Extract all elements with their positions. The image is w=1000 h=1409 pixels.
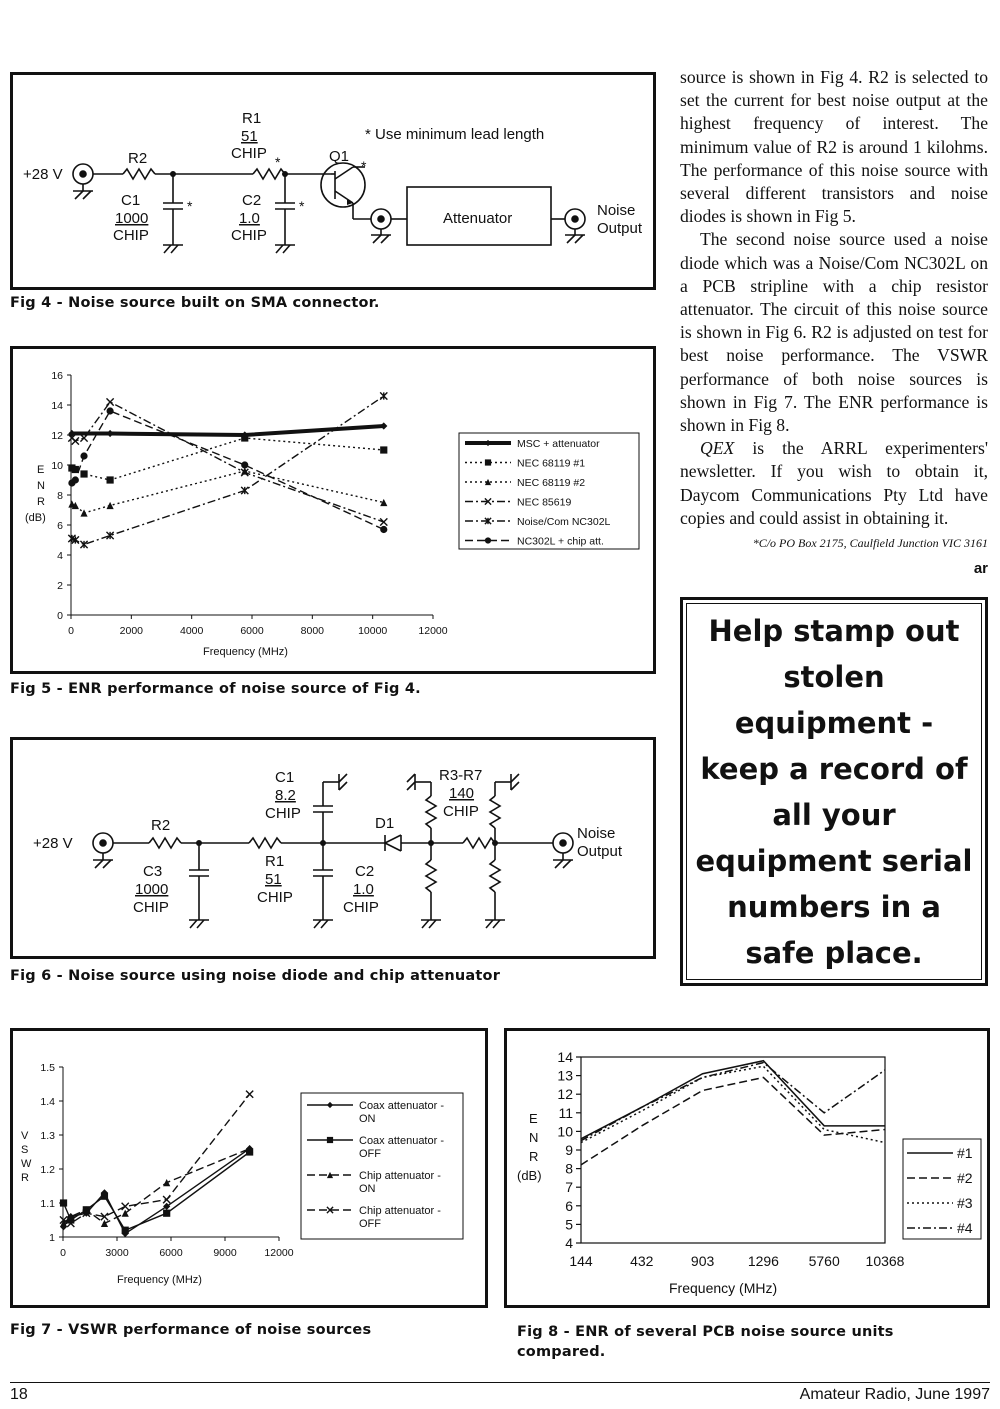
fig6-c3-type: CHIP	[133, 899, 169, 916]
fig8-y-tick-label: 5	[565, 1216, 573, 1233]
fig7-x-tick-label: 6000	[159, 1247, 183, 1259]
fig4-c2-star: *	[299, 198, 305, 214]
fig6-r1-label: R1	[265, 853, 285, 870]
fig5-data-point	[380, 422, 387, 429]
fig5-legend-label: NEC 85619	[517, 496, 572, 509]
fig7-legend-label: Coax attenuator -	[359, 1100, 444, 1112]
fig7-y-tick-label: 1.4	[40, 1096, 55, 1108]
fig5-data-point	[380, 518, 387, 525]
fig5-y-tick-label: 2	[57, 580, 63, 592]
fig8-x-tick-label: 903	[690, 1253, 715, 1269]
fig7-chart	[13, 1031, 485, 1305]
fig8-y-tick-label: 4	[565, 1235, 573, 1251]
fig5-ylabel-n: N	[37, 480, 45, 492]
fig8-x-tick-label: 144	[569, 1253, 593, 1269]
fig5-legend-marker	[485, 537, 491, 543]
fig8-y-tick-label: 10	[557, 1123, 573, 1140]
fig5-x-tick-label: 4000	[179, 625, 204, 637]
fig4-r1-star: *	[275, 154, 281, 170]
fig6-d1-label: D1	[375, 815, 395, 832]
fig7-y-tick-label: 1.1	[40, 1198, 55, 1210]
fig7-legend-label: Coax attenuator -	[359, 1135, 444, 1147]
fig7-legend-label: ON	[359, 1113, 376, 1125]
fig5-legend-label: Noise/Com NC302L	[517, 516, 611, 528]
fig6-c2-type: CHIP	[343, 899, 379, 916]
fig7-caption: Fig 7 - VSWR performance of noise sources	[10, 1322, 372, 1338]
fig5-y-tick-label: 16	[51, 370, 63, 382]
fig5-data-point	[106, 398, 113, 405]
fig8-frame	[504, 1028, 990, 1308]
fig8-ylabel-r: R	[529, 1149, 539, 1164]
publication-name: Amateur Radio, June 1997	[799, 1386, 990, 1403]
fig7-ylabel-w: W	[21, 1158, 32, 1170]
fig5-ylabel-r: R	[37, 496, 45, 508]
fig6-r1-value: 51	[265, 871, 282, 888]
fig8-y-tick-label: 9	[565, 1142, 573, 1158]
fig8-ylabel-db: (dB)	[517, 1168, 542, 1183]
fig6-r3r7-label: R3-R7	[439, 767, 483, 784]
fig4-frame	[10, 72, 656, 290]
fig8-y-tick-label: 13	[557, 1067, 573, 1084]
fig8-caption: Fig 8 - ENR of several PCB noise source units compared.	[517, 1324, 894, 1360]
fig7-data-point	[60, 1199, 67, 1206]
notice-text: Help stamp out stolen equipment - keep a record of all your equipment serial numbers in a safe place.	[686, 603, 982, 980]
fig8-y-tick-label: 6	[565, 1197, 573, 1214]
fig4-r1-label: R1	[242, 110, 262, 127]
fig5-series-line	[72, 438, 384, 480]
fig8-y-tick-label: 11	[558, 1104, 573, 1121]
fig8-legend-label: #2	[957, 1170, 973, 1186]
fig7-ylabel-r: R	[21, 1172, 29, 1184]
article-paragraph-2: The second noise source used a noise diode which was a Noise/Com NC302L on a PCB stripline with a chip resistor attenuator. The circuit of this noise source is shown in Fig 6. R2 is adjusted on test for best noise performance. The VSWR performance of both noise sources is shown in Fig 7. The ENR performance is shown in Fig 8.	[680, 229, 988, 436]
fig7-data-point	[101, 1220, 108, 1227]
fig7-x-tick-label: 9000	[213, 1247, 237, 1259]
fig5-y-tick-label: 6	[57, 520, 63, 532]
fig4-q1-star: *	[361, 158, 367, 174]
fig5-data-point	[241, 487, 248, 494]
fig8-legend-label: #3	[957, 1195, 973, 1211]
fig6-c3-value: 1000	[135, 881, 169, 898]
fig7-legend-label: Chip attenuator -	[359, 1205, 441, 1217]
fig8-y-tick-label: 14	[557, 1049, 573, 1065]
fig7-series-line	[64, 1094, 250, 1223]
article-paragraph-3-text: is the ARRL experimenters' newsletter. If you wish to obtain it, Daycom Communications Pty Ltd have copies and could assist in obtaining it.	[680, 438, 988, 528]
fig7-legend-label: Chip attenuator -	[359, 1170, 441, 1182]
fig7-x-tick-label: 3000	[105, 1247, 129, 1259]
fig7-x-tick-label: 0	[60, 1247, 66, 1259]
fig5-y-tick-label: 12	[51, 430, 63, 442]
article-paragraph-1: source is shown in Fig 4. R2 is selected to set the current for best noise output at the highest frequency of interest. The minimum value of R2 is around 1 kilohms. The performance of this noise source with several different transistors and noise diodes is shown in Fig 5.	[680, 67, 988, 227]
fig8-ylabel-n: N	[529, 1130, 539, 1145]
page-number: 18	[10, 1386, 28, 1403]
fig5-frame	[10, 346, 656, 674]
fig8-y-tick-label: 8	[565, 1160, 573, 1177]
fig8-series-line	[581, 1061, 885, 1139]
fig7-ylabel-v: V	[21, 1130, 29, 1142]
fig5-data-point	[106, 476, 113, 483]
fig5-data-point	[72, 476, 79, 483]
fig5-data-point	[106, 407, 113, 414]
fig7-data-point	[163, 1210, 170, 1217]
fig5-ylabel-db: (dB)	[25, 512, 46, 524]
fig4-c1-value: 1000	[115, 210, 149, 227]
fig8-plot-area	[581, 1057, 885, 1243]
fig5-data-point	[80, 452, 87, 459]
fig7-data-point	[122, 1203, 129, 1210]
fig8-ylabel-e: E	[529, 1111, 538, 1126]
fig5-data-point	[106, 502, 113, 509]
fig5-x-tick-label: 6000	[240, 625, 264, 637]
fig7-data-point	[101, 1193, 108, 1200]
fig5-y-tick-label: 4	[57, 550, 63, 562]
fig7-legend-label: OFF	[359, 1148, 381, 1160]
end-mark: ar	[973, 560, 988, 578]
fig5-data-point	[380, 526, 387, 533]
fig7-x-tick-label: 12000	[264, 1247, 294, 1259]
fig8-x-tick-label: 432	[630, 1253, 654, 1269]
fig8-x-tick-label: 10368	[865, 1253, 905, 1269]
fig5-data-point	[80, 470, 87, 477]
footer-rule	[10, 1382, 990, 1383]
fig6-r1-type: CHIP	[257, 889, 293, 906]
fig7-y-tick-label: 1.3	[40, 1130, 55, 1142]
fig5-data-point	[380, 392, 387, 399]
fig8-y-tick-label: 12	[557, 1086, 573, 1103]
fig6-frame	[10, 737, 656, 959]
fig7-frame	[10, 1028, 488, 1308]
fig7-y-tick-label: 1	[49, 1232, 55, 1244]
fig6-r3r7-type: CHIP	[443, 803, 479, 820]
fig8-series-line	[581, 1077, 885, 1164]
fig6-c1-value: 8.2	[275, 787, 296, 804]
fig8-legend-label: #4	[957, 1220, 973, 1236]
fig5-legend-label: MSC + attenuator	[517, 438, 600, 450]
fig4-r1-type: CHIP	[231, 145, 267, 162]
fig6-c2-value: 1.0	[353, 881, 374, 898]
fig4-noise-label: Noise	[597, 202, 636, 219]
fig4-schematic	[13, 75, 653, 287]
fig5-y-tick-label: 0	[57, 610, 63, 622]
fig7-legend-label: OFF	[359, 1218, 381, 1230]
fig4-c1-star: *	[187, 198, 193, 214]
fig8-x-tick-label: 5760	[808, 1253, 840, 1269]
article-paragraph-3	[680, 437, 988, 530]
fig4-r1-value: 51	[241, 128, 258, 145]
fig4-r2-label: R2	[128, 150, 148, 167]
fig7-data-point	[122, 1227, 129, 1234]
fig8-legend-label: #1	[957, 1145, 973, 1161]
fig5-x-tick-label: 12000	[418, 625, 448, 637]
fig7-data-point	[163, 1196, 170, 1203]
fig5-data-point	[106, 430, 113, 437]
fig4-c2-type: CHIP	[231, 227, 267, 244]
fig4-c2-value: 1.0	[239, 210, 260, 227]
fig4-attenuator-label: Attenuator	[443, 210, 513, 227]
fig7-series-line	[64, 1152, 250, 1230]
fig7-legend-label: ON	[359, 1183, 376, 1195]
fig6-c1-type: CHIP	[265, 805, 301, 822]
fig6-r2-label: R2	[151, 817, 171, 834]
fig5-y-tick-label: 14	[51, 400, 63, 412]
notice-box	[680, 597, 988, 986]
fig5-series-line	[72, 396, 384, 545]
fig5-series-line	[72, 471, 384, 513]
fig7-series-line	[64, 1149, 250, 1224]
qex-title: QEX	[700, 438, 735, 459]
fig6-c2-label: C2	[355, 863, 375, 880]
fig5-legend-label: NEC 68119 #1	[517, 457, 586, 470]
fig5-legend-box	[459, 433, 639, 549]
article-column	[680, 66, 988, 580]
author-address: *C/o PO Box 2175, Caulfield Junction VIC 3161	[752, 536, 988, 551]
fig7-y-tick-label: 1.5	[40, 1062, 55, 1074]
fig5-data-point	[72, 437, 79, 444]
fig5-legend-label: NC302L + chip att.	[517, 535, 604, 548]
fig5-caption: Fig 5 - ENR performance of noise source of Fig 4.	[10, 681, 421, 697]
fig5-xlabel: Frequency (MHz)	[203, 646, 288, 658]
fig8-xlabel: Frequency (MHz)	[669, 1280, 778, 1296]
fig5-y-tick-label: 8	[57, 490, 63, 502]
fig6-schematic	[13, 740, 653, 956]
fig8-y-tick-label: 7	[565, 1179, 573, 1196]
fig5-ylabel-e: E	[37, 464, 45, 476]
fig5-data-point	[80, 541, 87, 548]
fig6-output-label: Output	[577, 843, 623, 860]
fig8-chart	[507, 1031, 987, 1305]
fig5-chart	[13, 349, 653, 671]
fig4-c1-type: CHIP	[113, 227, 149, 244]
fig5-x-tick-label: 8000	[300, 625, 325, 637]
fig5-y-tick-label: 10	[51, 460, 63, 472]
fig7-series-line	[64, 1149, 250, 1234]
fig7-y-tick-label: 1.2	[40, 1164, 55, 1176]
fig7-data-point	[163, 1179, 170, 1186]
fig6-c1-label: C1	[275, 769, 295, 786]
fig5-x-tick-label: 0	[68, 625, 74, 637]
fig5-data-point	[241, 461, 248, 468]
fig7-xlabel: Frequency (MHz)	[117, 1274, 202, 1286]
fig4-caption: Fig 4 - Noise source built on SMA connector.	[10, 295, 380, 311]
fig6-v28-label: +28 V	[33, 835, 73, 852]
fig8-x-tick-label: 1296	[747, 1253, 779, 1269]
fig5-data-point	[241, 434, 248, 441]
fig5-x-tick-label: 10000	[358, 625, 388, 637]
fig4-v28-label: +28 V	[23, 166, 63, 183]
fig4-c2-label: C2	[242, 192, 262, 209]
fig5-data-point	[106, 532, 113, 539]
fig5-data-point	[380, 446, 387, 453]
fig5-legend-label: NEC 68119 #2	[517, 477, 586, 489]
fig8-series-line	[581, 1063, 885, 1141]
fig6-c3-label: C3	[143, 863, 163, 880]
fig7-data-point	[246, 1091, 253, 1098]
fig7-ylabel-s: S	[21, 1144, 29, 1156]
fig4-output-label: Output	[597, 220, 643, 237]
fig6-noise-label: Noise	[577, 825, 616, 842]
fig6-caption: Fig 6 - Noise source using noise diode and chip attenuator	[10, 968, 501, 984]
fig7-legend-marker	[327, 1137, 333, 1143]
fig8-series-line	[581, 1066, 885, 1142]
fig6-r3r7-value: 140	[449, 785, 475, 802]
fig4-c1-label: C1	[121, 192, 141, 209]
fig5-x-tick-label: 2000	[119, 625, 144, 637]
fig5-legend-marker	[485, 459, 491, 465]
fig7-legend-box	[301, 1093, 463, 1239]
fig4-q1-label: Q1	[329, 148, 350, 165]
fig4-note: * Use minimum lead length	[365, 126, 545, 143]
